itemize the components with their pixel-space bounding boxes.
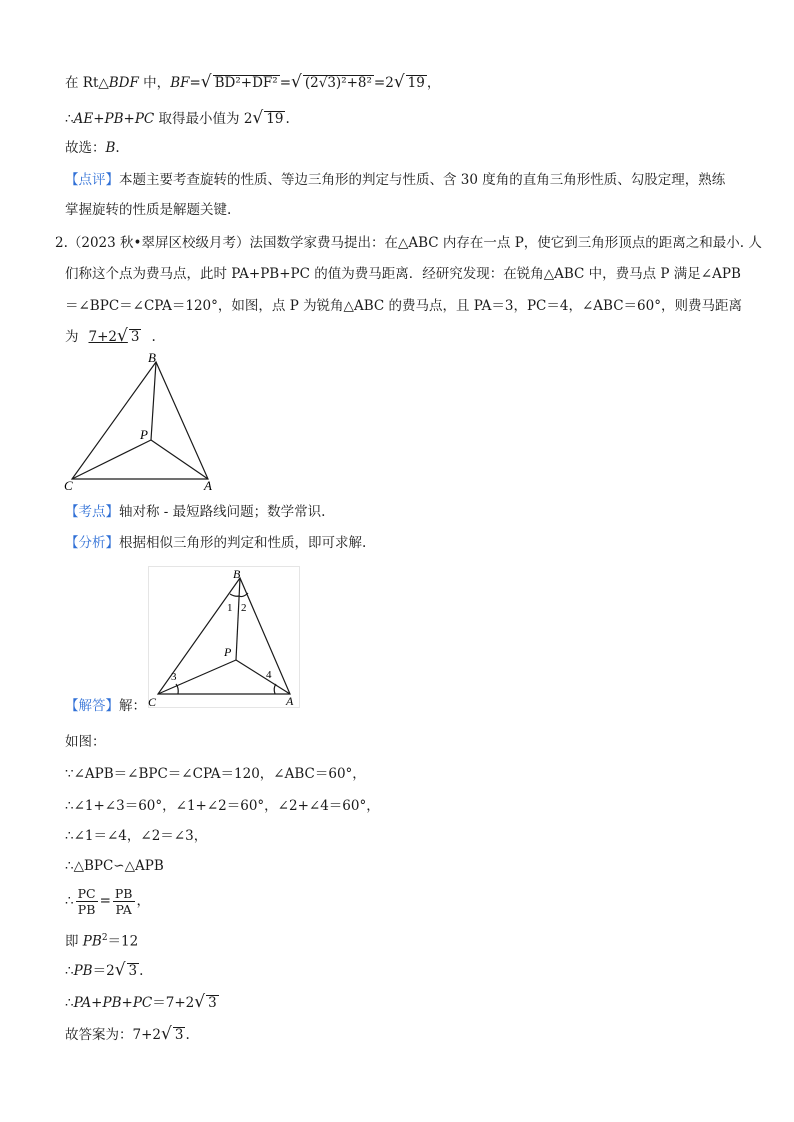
- step-3-text: ∴∠1+∠3＝60°，∠1+∠2＝60°，∠2+∠4＝60°，: [65, 798, 380, 814]
- step-8-mid: ＝2: [92, 963, 115, 979]
- step-2: [65, 764, 366, 784]
- segment-pc: [72, 440, 151, 479]
- problem-text-1: 2.（2023 秋•翠屏区校级月考）法国数学家费马提出：在△ABC 内存在一点 P，使它到三角形顶点的距离之和最小. 人: [55, 235, 762, 251]
- choice-end: .: [115, 140, 120, 156]
- segment-pa: [236, 660, 290, 694]
- label-b: B: [233, 567, 241, 581]
- angle-label-2: 2: [241, 602, 247, 614]
- bdf-root3: 19: [407, 75, 425, 91]
- comment-tag: 【点评】: [65, 172, 119, 188]
- problem-line-1: [55, 233, 762, 253]
- min-end: .: [285, 111, 290, 127]
- fraction-1-numerator: PC: [77, 886, 96, 901]
- bdf-equation-line: [65, 72, 440, 93]
- answer-blank: [79, 326, 152, 346]
- step-9-pre: ∴: [65, 995, 74, 1011]
- step-6-fraction: [65, 884, 150, 918]
- step-9: [65, 992, 219, 1013]
- answer-root: 3: [130, 329, 140, 345]
- jieda-line: [65, 696, 146, 716]
- step-7: [65, 928, 138, 952]
- step-8-var: PB: [73, 963, 93, 979]
- problem-line-2: [65, 264, 741, 284]
- kaodian-line: [65, 502, 325, 522]
- label-p: P: [140, 427, 148, 442]
- step-8-end: .: [139, 963, 144, 979]
- radical-icon: √: [252, 108, 264, 128]
- fraction-pb-pa: [113, 886, 135, 917]
- angle-label-1: 1: [227, 602, 233, 614]
- problem-line-4: 为 7+2√ 3 .: [65, 326, 156, 346]
- step-1-text: 如图：: [65, 734, 106, 750]
- choice-answer: B: [105, 140, 116, 156]
- step-6-pre: ∴: [65, 893, 74, 909]
- step-9-root: 3: [208, 995, 217, 1011]
- step-10: [65, 1024, 190, 1045]
- bdf-eq1: =: [189, 75, 201, 91]
- step-2-text: ∵∠APB＝∠BPC＝∠CPA＝120，∠ABC＝60°，: [65, 766, 366, 782]
- step-5: [65, 856, 164, 876]
- bdf-bf: BF: [170, 75, 190, 91]
- problem-text-4: 为: [65, 329, 79, 345]
- label-a: A: [204, 478, 212, 493]
- radical-icon: √: [291, 72, 302, 92]
- step-6-end: ，: [136, 893, 150, 909]
- angle-2-arc: [239, 593, 248, 597]
- segment-pb: [236, 578, 240, 660]
- triangle-abc: [72, 362, 208, 479]
- fraction-2-numerator: PB: [114, 886, 133, 901]
- step-4: [65, 826, 207, 846]
- therefore-symbol: ∴: [65, 111, 74, 127]
- step-8-root: 3: [128, 963, 138, 979]
- min-root: 19: [266, 111, 284, 127]
- step-7-pre: 即: [65, 933, 83, 950]
- step-7-sup: 2: [101, 933, 108, 943]
- bdf-triangle: BDF: [108, 75, 139, 91]
- problem-line-3: [65, 296, 742, 316]
- min-mid: 取得最小值为 2: [154, 111, 253, 127]
- step-4-text: ∴∠1＝∠4，∠2＝∠3，: [65, 828, 208, 844]
- problem-text-2: 们称这个点为费马点，此时 PA+PB+PC 的值为费马距离．经研究发现：在锐角△ABC 中，费马点 P 满足∠APB: [65, 266, 741, 282]
- choice-line: [65, 138, 120, 158]
- bdf-root1: BD²+DF²: [214, 75, 278, 91]
- step-7-var: PB: [82, 933, 102, 950]
- choice-text: 故选：: [65, 140, 106, 156]
- fenxi-line: [65, 533, 366, 553]
- step-8-pre: ∴: [65, 963, 74, 979]
- step-10-pre: 故答案为：7+2: [65, 1027, 161, 1043]
- bdf-eq3: =2: [373, 75, 394, 91]
- bdf-root2: (2√3)²+8²: [304, 75, 372, 91]
- angle-label-3: 3: [171, 671, 177, 683]
- radical-icon: √: [393, 72, 405, 92]
- angle-label-4: 4: [266, 669, 272, 681]
- bdf-pre: 在 Rt△: [65, 75, 109, 91]
- figure-1-triangle: [60, 348, 220, 493]
- step-10-root: 3: [174, 1027, 184, 1043]
- fraction-pc-pb: [76, 886, 98, 917]
- comment-line-1: [65, 170, 725, 190]
- bdf-eq2: =: [279, 75, 292, 91]
- comment-text-2: 掌握旋转的性质是解题关键.: [65, 202, 232, 218]
- segment-pb: [151, 362, 156, 440]
- answer-pre: 7+2: [88, 329, 117, 345]
- radical-icon: √: [194, 992, 206, 1012]
- step-8: [65, 960, 143, 981]
- kaodian-tag: 【考点】: [65, 504, 119, 520]
- step-1: [65, 732, 106, 752]
- label-c: C: [64, 478, 73, 493]
- fraction-1-denominator: PB: [77, 902, 96, 917]
- label-p: P: [224, 645, 232, 659]
- step-10-end: .: [185, 1027, 190, 1043]
- radical-icon: √: [200, 72, 212, 92]
- step-5-text: ∴△BPC∽△APB: [65, 858, 164, 874]
- bdf-end: ，: [426, 75, 441, 91]
- min-value-line: [65, 108, 290, 129]
- fraction-2-denominator: PA: [115, 902, 132, 917]
- step-6-eq: =: [99, 893, 111, 909]
- step-9-mid: ＝7+2: [152, 995, 195, 1011]
- fenxi-text: 根据相似三角形的判定和性质，即可求解.: [119, 535, 367, 551]
- min-expr: AE+PB+PC: [73, 111, 155, 127]
- jieda-text: 解：: [119, 698, 146, 714]
- comment-line-2: [65, 200, 231, 220]
- comment-text-1: 本题主要考查旋转的性质、等边三角形的判定与性质、含 30 度角的直角三角形性质、勾股定理，熟练: [119, 172, 726, 188]
- step-3: [65, 796, 380, 816]
- kaodian-text: 轴对称 - 最短路线问题；数学常识.: [119, 504, 326, 520]
- jieda-tag: 【解答】: [65, 698, 119, 714]
- angle-1-arc: [230, 594, 239, 596]
- step-7-end: ＝12: [107, 933, 139, 950]
- figure-2-triangle: [148, 566, 300, 708]
- label-a: A: [286, 694, 294, 708]
- radical-icon: √: [161, 1024, 172, 1044]
- radical-icon: √: [114, 960, 126, 980]
- radical-icon: √: [117, 326, 128, 346]
- problem-text-3: ＝∠BPC＝∠CPA＝120°，如图，点 P 为锐角△ABC 的费马点，且 PA＝3，PC＝4，∠ABC＝60°，则费马距离: [65, 298, 742, 314]
- step-9-expr: PA+PB+PC: [73, 995, 153, 1011]
- bdf-mid: 中，: [138, 75, 171, 91]
- label-c: C: [148, 695, 157, 708]
- fenxi-tag: 【分析】: [65, 535, 119, 551]
- label-b: B: [148, 350, 156, 365]
- angle-4-arc: [274, 684, 276, 694]
